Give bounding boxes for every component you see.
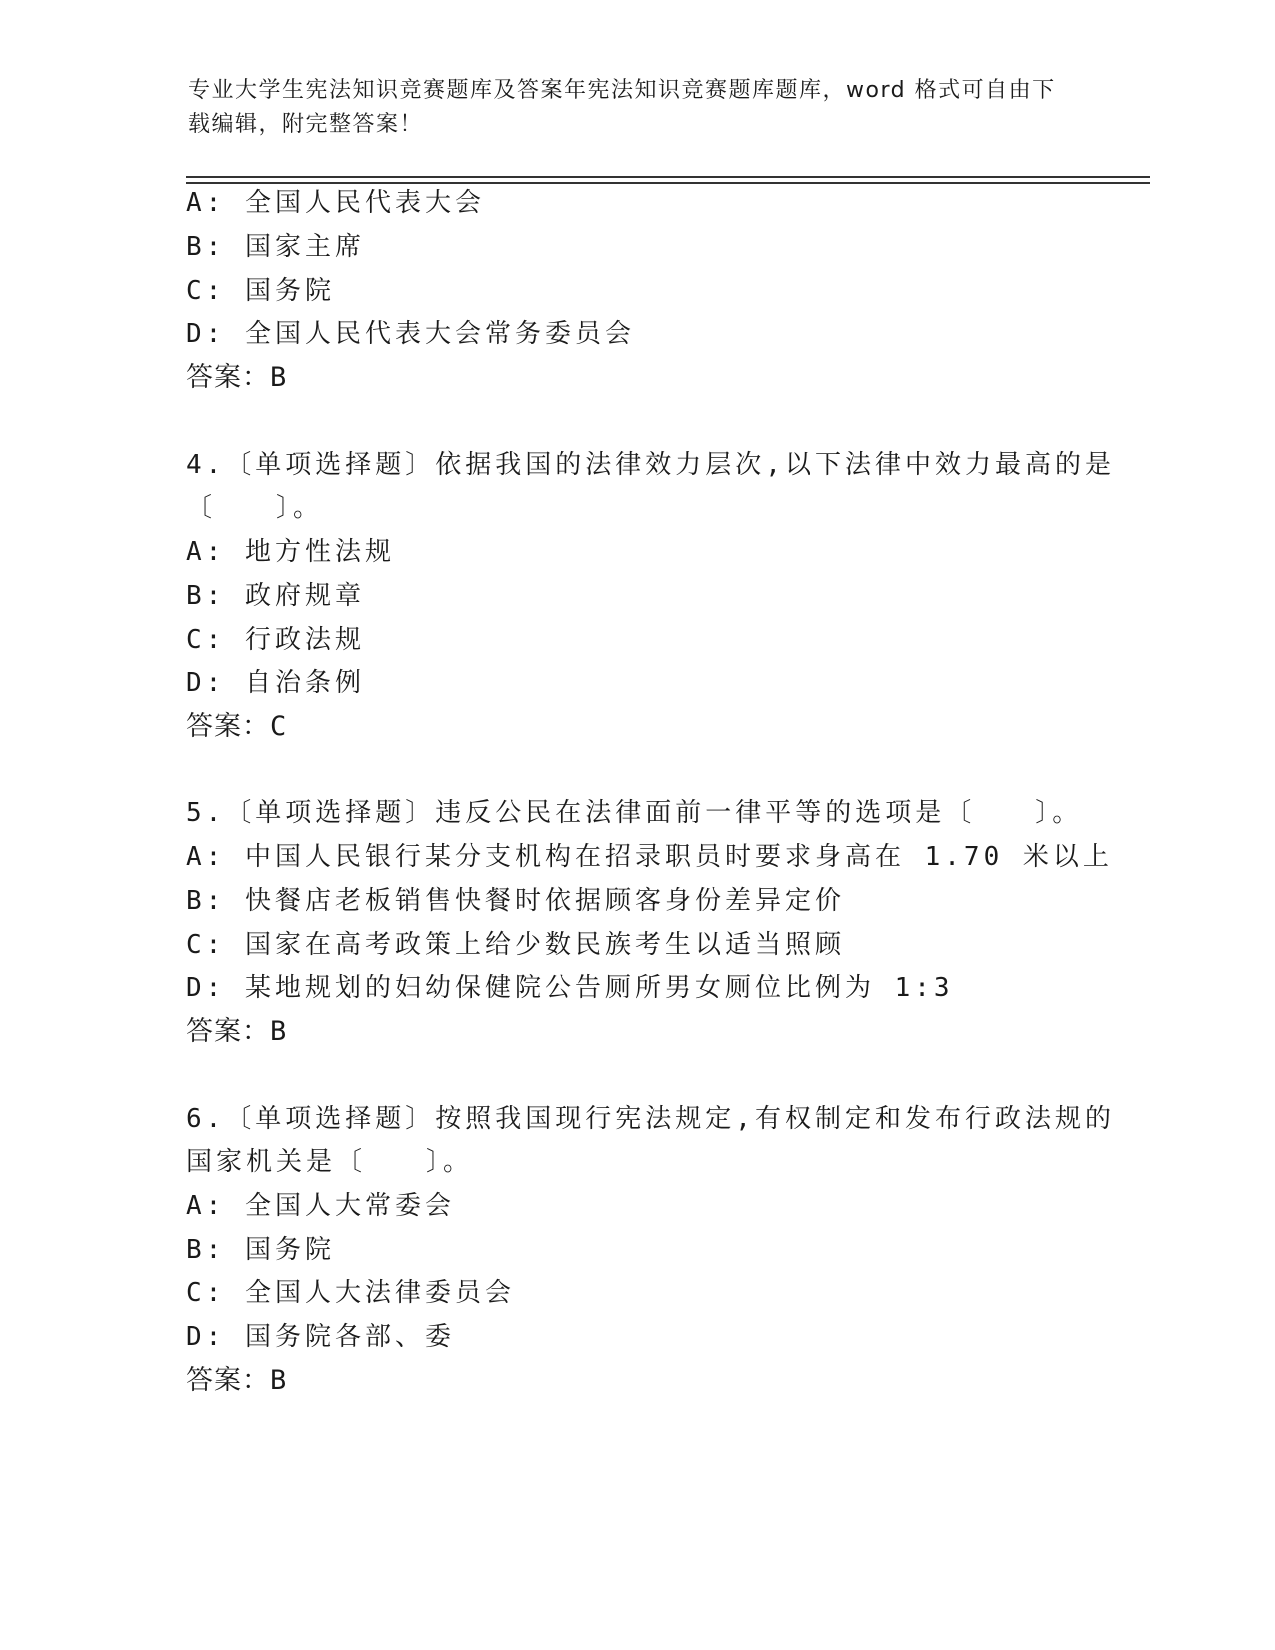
- q3-option-b: B: 国家主席: [186, 232, 365, 262]
- q5-option-d: D: 某地规划的妇幼保健院公告厕所男女厕位比例为 1:3: [186, 973, 954, 1003]
- q4-answer-label: 答案：: [186, 711, 270, 742]
- q6-option-c: C: 全国人大法律委员会: [186, 1278, 515, 1308]
- q4-answer-value: C: [270, 711, 288, 742]
- q6-option-d: D: 国务院各部、委: [186, 1322, 455, 1352]
- document-header: 专业大学生宪法知识竞赛题库及答案年宪法知识竞赛题库题库，word 格式可自由下载编辑，附完整答案！: [188, 78, 1056, 137]
- q3-answer-value: B: [270, 362, 288, 393]
- q5-answer-label: 答案：: [186, 1016, 270, 1047]
- q4-stem-line1: 4.〔单项选择题〕依据我国的法律效力层次,以下法律中效力最高的是: [186, 450, 1115, 480]
- q4-option-c: C: 行政法规: [186, 625, 365, 655]
- q6-answer-value: B: [270, 1365, 288, 1396]
- q6-option-b: B: 国务院: [186, 1235, 335, 1265]
- q3-option-c: C: 国务院: [186, 276, 335, 306]
- q5-option-b: B: 快餐店老板销售快餐时依据顾客身份差异定价: [186, 886, 845, 916]
- q4-option-d: D: 自治条例: [186, 668, 365, 698]
- q5-option-a: A: 中国人民银行某分支机构在招录职员时要求身高在 1.70 米以上: [186, 842, 1113, 872]
- q6-answer-label: 答案：: [186, 1365, 270, 1396]
- header-rule-bottom: [186, 182, 1150, 184]
- q6-option-a: A: 全国人大常委会: [186, 1191, 455, 1221]
- q6-stem-line1: 6.〔单项选择题〕按照我国现行宪法规定,有权制定和发布行政法规的: [186, 1104, 1115, 1134]
- q4-stem-line2: 〔 〕。: [186, 493, 324, 523]
- q5-stem-line1: 5.〔单项选择题〕违反公民在法律面前一律平等的选项是〔 〕。: [186, 798, 1083, 828]
- header-rule-top: [186, 176, 1150, 178]
- q3-answer-label: 答案：: [186, 362, 270, 393]
- q5-answer: [186, 1016, 287, 1048]
- q6-answer: [186, 1365, 287, 1397]
- q4-answer: [186, 711, 287, 743]
- q5-option-c: C: 国家在高考政策上给少数民族考生以适当照顾: [186, 930, 845, 960]
- q5-answer-value: B: [270, 1016, 288, 1047]
- q4-option-a: A: 地方性法规: [186, 537, 395, 567]
- q3-option-a: A: 全国人民代表大会: [186, 188, 485, 218]
- q3-option-d: D: 全国人民代表大会常务委员会: [186, 319, 635, 349]
- q4-option-b: B: 政府规章: [186, 581, 365, 611]
- q6-stem-line2: 国家机关是〔 〕。: [186, 1147, 474, 1177]
- q3-answer: [186, 362, 287, 394]
